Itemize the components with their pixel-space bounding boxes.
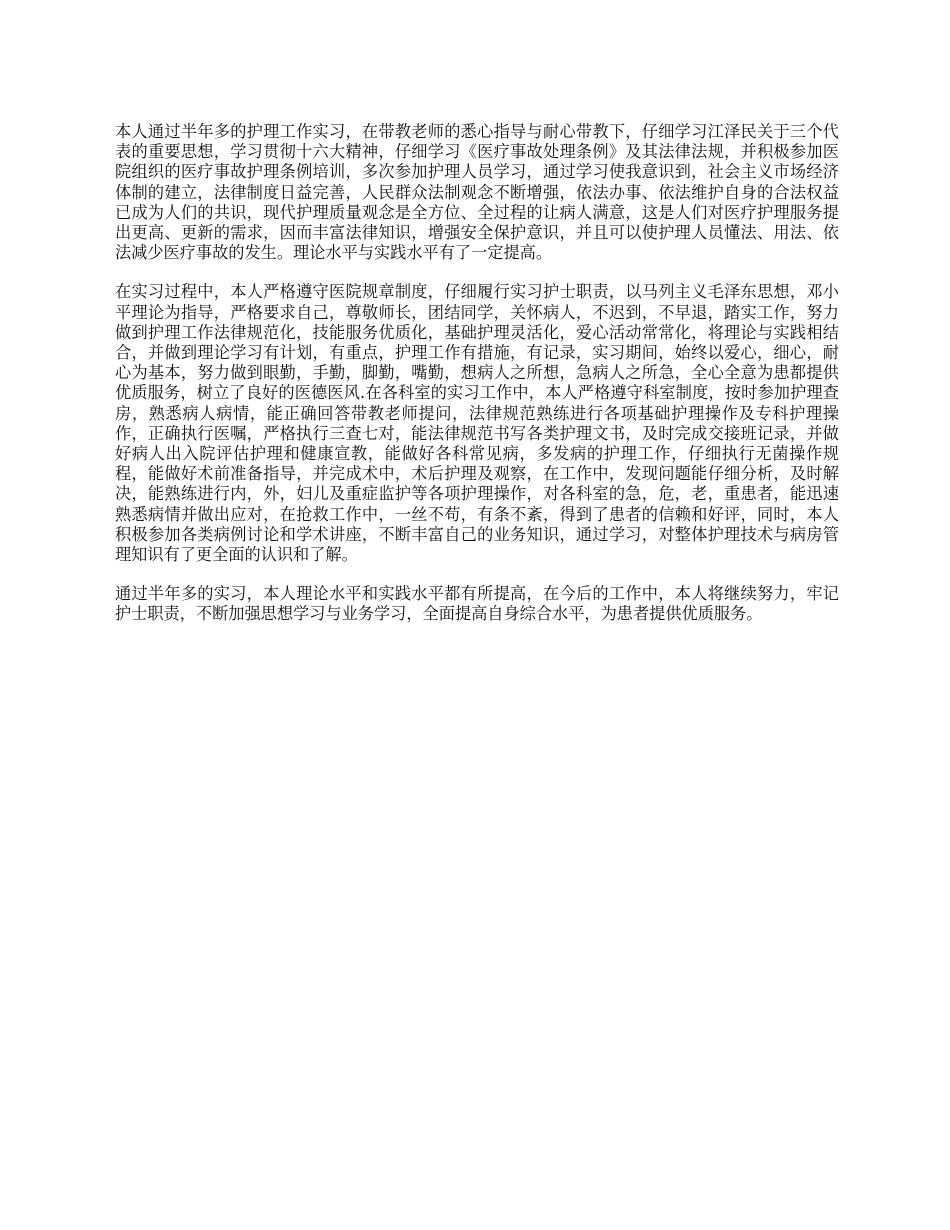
document-body	[115, 122, 839, 644]
paragraph-2: 在实习过程中，本人严格遵守医院规章制度，仔细履行实习护士职责，以马列主义毛泽东思想，邓小平理论为指导，严格要求自己，尊敬师长，团结同学，关怀病人，不迟到，不早退，踏实工作，努力做到护理工作法律规范化，技能服务优质化，基础护理灵活化，爱心活动常常化，将理论与实践相结合，并做到理论学习有计划，有重点，护理工作有措施，有记录，实习期间，始终以爱心，细心，耐心为基本，努力做到眼勤，手勤，脚勤，嘴勤，想病人之所想，急病人之所急，全心全意为患都提供优质服务，树立了良好的医德医风.在各科室的实习工作中，本人严格遵守科室制度，按时参加护理查房，熟悉病人病情，能正确回答带教老师提问，法律规范熟练进行各项基础护理操作及专科护理操作，正确执行医嘱，严格执行三查七对，能法律规范书写各类护理文书，及时完成交接班记录，并做好病人出入院评估护理和健康宣教，能做好各科常见病，多发病的护理工作，仔细执行无菌操作规程，能做好术前准备指导，并完成术中，术后护理及观察，在工作中，发现问题能仔细分析，及时解决，能熟练进行内，外，妇儿及重症监护等各项护理操作，对各科室的急，危，老，重患者，能迅速熟悉病情并做出应对，在抢救工作中，一丝不苟，有条不紊，得到了患者的信赖和好评，同时，本人积极参加各类病例讨论和学术讲座，不断丰富自己的业务知识，通过学习，对整体护理技术与病房管理知识有了更全面的认识和了解。	[115, 282, 839, 565]
paragraph-3: 通过半年多的实习，本人理论水平和实践水平都有所提高，在今后的工作中，本人将继续努力，牢记护士职责，不断加强思想学习与业务学习，全面提高自身综合水平，为患者提供优质服务。	[115, 584, 839, 624]
paragraph-1: 本人通过半年多的护理工作实习，在带教老师的悉心指导与耐心带教下，仔细学习江泽民关于三个代表的重要思想，学习贯彻十六大精神，仔细学习《医疗事故处理条例》及其法律法规，并积极参加医院组织的医疗事故护理条例培训，多次参加护理人员学习，通过学习使我意识到，社会主义市场经济体制的建立，法律制度日益完善，人民群众法制观念不断增强，依法办事、依法维护自身的合法权益已成为人们的共识，现代护理质量观念是全方位、全过程的让病人满意，这是人们对医疗护理服务提出更高、更新的需求，因而丰富法律知识，增强安全保护意识，并且可以使护理人员懂法、用法、依法减少医疗事故的发生。理论水平与实践水平有了一定提高。	[115, 122, 839, 263]
